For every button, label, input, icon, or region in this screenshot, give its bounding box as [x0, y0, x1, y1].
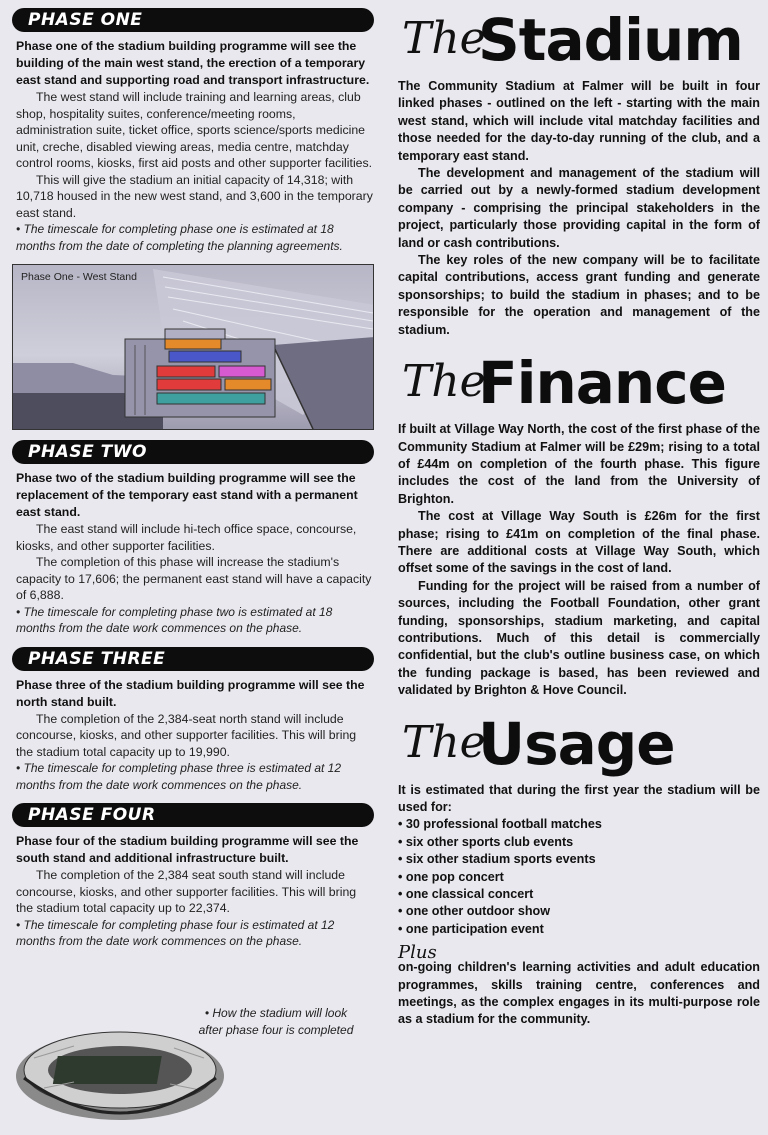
finance-heading-title: Finance	[478, 349, 726, 418]
phase-two-capacity: The completion of this phase will increase the stadium's capacity to 17,606; the permanent east stand will have a capacity of 6,888.	[16, 555, 372, 602]
stadium-caption: • How the stadium will look after phase four is completed	[198, 1006, 354, 1037]
phase-one-heading: PHASE ONE	[12, 8, 374, 32]
stadium-paragraph-2: The development and management of the stadium will be carried out by a newly-formed stadium development company - comprising the principal stakeholders in the project, particularly those providing capital in the form of land or cash contributions.	[398, 166, 760, 250]
phase-three-timescale: • The timescale for completing phase three is estimated at 12 months from the date work commences on the phase.	[16, 761, 342, 792]
right-column	[398, 6, 760, 1029]
usage-list	[398, 816, 760, 938]
finance-heading-the: The	[402, 356, 486, 408]
phase-two-timescale: • The timescale for completing phase two is estimated at 18 months from the date work commences on the phase.	[16, 604, 333, 635]
usage-heading-the: The	[402, 716, 486, 768]
phase-two-facilities: The east stand will include hi-tech office space, concourse, kiosks, and other supporter facilities.	[16, 522, 357, 553]
usage-item: • six other sports club events	[398, 834, 574, 849]
usage-heading-title: Usage	[478, 709, 675, 778]
usage-intro: It is estimated that during the first year the stadium will be used for:	[398, 782, 760, 814]
phase-one-capacity: This will give the stadium an initial capacity of 14,318; with 10,718 housed in the new west stand, and 3,600 in the temporary east stand.	[16, 172, 373, 220]
usage-item: • 30 professional football matches	[398, 817, 602, 832]
usage-item: • one participation event	[398, 921, 544, 936]
usage-outro: on-going children's learning activities and adult education programmes, skills training centre, conferences and meetings, as the complex engages in its multi-purpose role as a stadium for the community.	[398, 960, 760, 1027]
finance-paragraph-2: The cost at Village Way South is £26m for the first phase; rising to £41m on completion of the final phase. There are additional costs at Village Way South, which offset some of the savings in the cost of land.	[398, 509, 760, 576]
stadium-heading	[398, 6, 760, 74]
usage-item: • one pop concert	[398, 869, 504, 884]
phase-four-heading: PHASE FOUR	[12, 803, 374, 827]
phase-three-capacity: The completion of the 2,384-seat north stand will include concourse, kiosks, and other supporter facilities. This will bring the stadium total capacity up to 19,990.	[16, 711, 357, 759]
stadium-paragraph-1: The Community Stadium at Falmer will be built in four linked phases - outlined on the left - starting with the main west stand, which will include vital matchday facilities and those needed for the day-to-day running of the club, and a temporary east stand.	[398, 79, 760, 163]
phase-four-timescale: • The timescale for completing phase four is estimated at 12 months from the date work commences on the phase.	[16, 917, 335, 948]
stadium-paragraph-3: The key roles of the new company will be to facilitate capital contributions, access grant funding and generate sponsorships; to build the stadium in phases; and to be responsible for the operation and management of the stadium.	[398, 253, 760, 337]
usage-item: • one other outdoor show	[398, 904, 551, 919]
phase-three-heading: PHASE THREE	[12, 647, 374, 671]
usage-item: • six other stadium sports events	[398, 852, 596, 867]
phase-one-timescale: • The timescale for completing phase one is estimated at 18 months from the date of completing the planning agreements.	[16, 222, 343, 253]
phase-four-lead: Phase four of the stadium building programme will see the south stand and additional infrastructure built.	[16, 834, 359, 865]
finance-paragraph-1: If built at Village Way North, the cost of the first phase of the Community Stadium at Falmer will be £29m; rising to a total of £44m on completion of the fourth phase. This figure includes the cost of the land from the University of Brighton.	[398, 422, 760, 506]
usage-heading	[398, 709, 760, 778]
usage-plus: Plus	[398, 942, 437, 964]
west-stand-illustration	[13, 265, 374, 429]
phase-one-lead: Phase one of the stadium building programme will see the building of the main west stand, the erection of a temporary east stand and supporting road and transport infrastructure.	[16, 39, 370, 87]
finance-heading	[398, 349, 760, 418]
usage-item: • one classical concert	[398, 887, 534, 902]
west-stand-diagram	[12, 264, 374, 430]
phase-two-lead: Phase two of the stadium building programme will see the replacement of the temporary east stand with a permanent east stand.	[16, 471, 358, 519]
phase-two-heading: PHASE TWO	[12, 440, 374, 464]
finance-paragraph-3: Funding for the project will be raised from a number of sources, including the Football Foundation, other grant funding, sponsorships, stadium marketing, and capital contributions. Much of this detail is commercially confidential, but the club's outline business case, on which the funding package is based, has been reviewed and validated by Brighton & Hove Council.	[398, 578, 760, 698]
phase-three-lead: Phase three of the stadium building programme will see the north stand built.	[16, 677, 365, 709]
west-stand-diagram-label: Phase One - West Stand	[21, 271, 137, 283]
stadium-heading-title: Stadium	[478, 6, 743, 74]
left-column	[12, 8, 374, 950]
stadium-heading-the: The	[402, 13, 486, 64]
phase-four-capacity: The completion of the 2,384 seat south stand will include concourse, kiosks, and other supporter facilities. This will bring the stadium total capacity up to 22,374.	[16, 868, 357, 915]
phase-one-facilities: The west stand will include training and learning areas, club shop, hospitality suites, conference/meeting rooms, administration suite, ticket office, sports science/sports medicine unit, creche, disabled viewing areas, media centre, matchday control rooms, kiosks, first aid posts and other supporter facilities.	[16, 90, 373, 170]
